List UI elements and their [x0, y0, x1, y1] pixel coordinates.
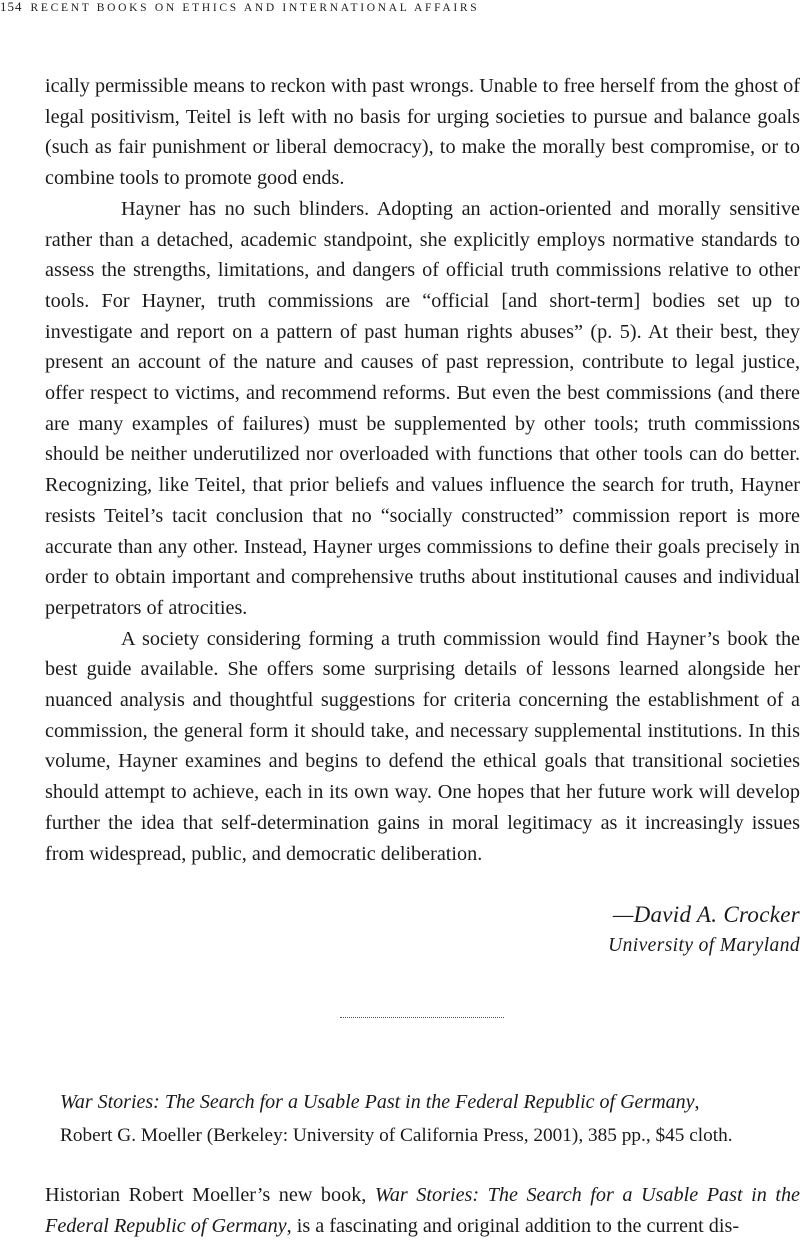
book-publication-details: Robert G. Moeller (Berkeley: University of California Press, 2001), 385 pp., $45 cloth.	[60, 1125, 733, 1146]
opening-text: Historian Robert Moeller’s new book,	[45, 1184, 375, 1206]
reviewer-affiliation: University of Maryland	[608, 935, 800, 957]
book-title: War Stories: The Search for a Usable Past in the Federal Republic of Germany	[60, 1091, 695, 1113]
opening-continuation: , is a fascinating and original addition to the current dis-	[286, 1214, 740, 1237]
section-divider	[340, 1017, 504, 1018]
running-head	[0, 0, 479, 14]
reviewer-signature	[45, 898, 800, 960]
paragraph: A society considering forming a truth commission would find Hayner’s book the best guide available. She offers some surprising details of lessons learned alongside her nuanced analysis and thoughtful suggestions for criteria concerning the establishment of a commission, the general form it should take, and necessary supplemental institutions. In this volume, Hayner examines and begins to defend the ethical goals that transitional societies should attempt to achieve, each in its own way. One hopes that her future work will develop further the idea that self-determination gains in moral legitimacy as it increasingly issues from widespread, public, and democratic deliberation.	[45, 627, 800, 865]
title-comma: ,	[694, 1091, 700, 1113]
page-number: 154	[0, 0, 23, 14]
paragraph	[45, 1180, 800, 1241]
book-citation	[60, 1088, 800, 1150]
inline-book-title: War Stories: The Search for a Usable Past in the Federal Republic of Germany	[45, 1184, 800, 1237]
new-review	[45, 1180, 800, 1241]
book-title-line	[60, 1088, 800, 1117]
paragraph: ically permissible means to reckon with past wrongs. Unable to free herself from the ghost of legal positivism, Teitel is left with no basis for urging societies to pursue and balance goals (such as fair punishment or liberal democracy), to make the morally best compromise, or to combine tools to promote good ends.	[45, 75, 800, 190]
reviewer-name: —David A. Crocker	[612, 902, 800, 928]
review-continuation	[45, 71, 800, 960]
paragraph: Hayner has no such blinders. Adopting an action-oriented and morally sensitive rather than a detached, academic standpoint, she explicitly employs normative standards to assess the strengths, limitations, and dangers of official truth commissions relative to other tools. For Hayner, truth commissions are “official [and short-term] bodies set up to investigate and report on a pattern of past human rights abuses” (p. 5). At their best, they present an account of the nature and causes of past repression, contribute to legal justice, offer respect to victims, and recommend reforms. But even the best commissions (and there are many examples of failures) must be supplemented by other tools; truth commissions should be neither underutilized nor overloaded with functions that other tools can do better. Recognizing, like Teitel, that prior beliefs and values influence the search for truth, Hayner resists Teitel’s tacit conclusion that no “socially constructed” commission report is more accurate than any other. Instead, Hayner urges commissions to define their goals precisely in order to obtain important and comprehensive truths about institutional causes and individual perpetrators of atrocities.	[45, 197, 800, 619]
running-title: RECENT BOOKS ON ETHICS AND INTERNATIONAL AFFAIRS	[30, 2, 480, 14]
